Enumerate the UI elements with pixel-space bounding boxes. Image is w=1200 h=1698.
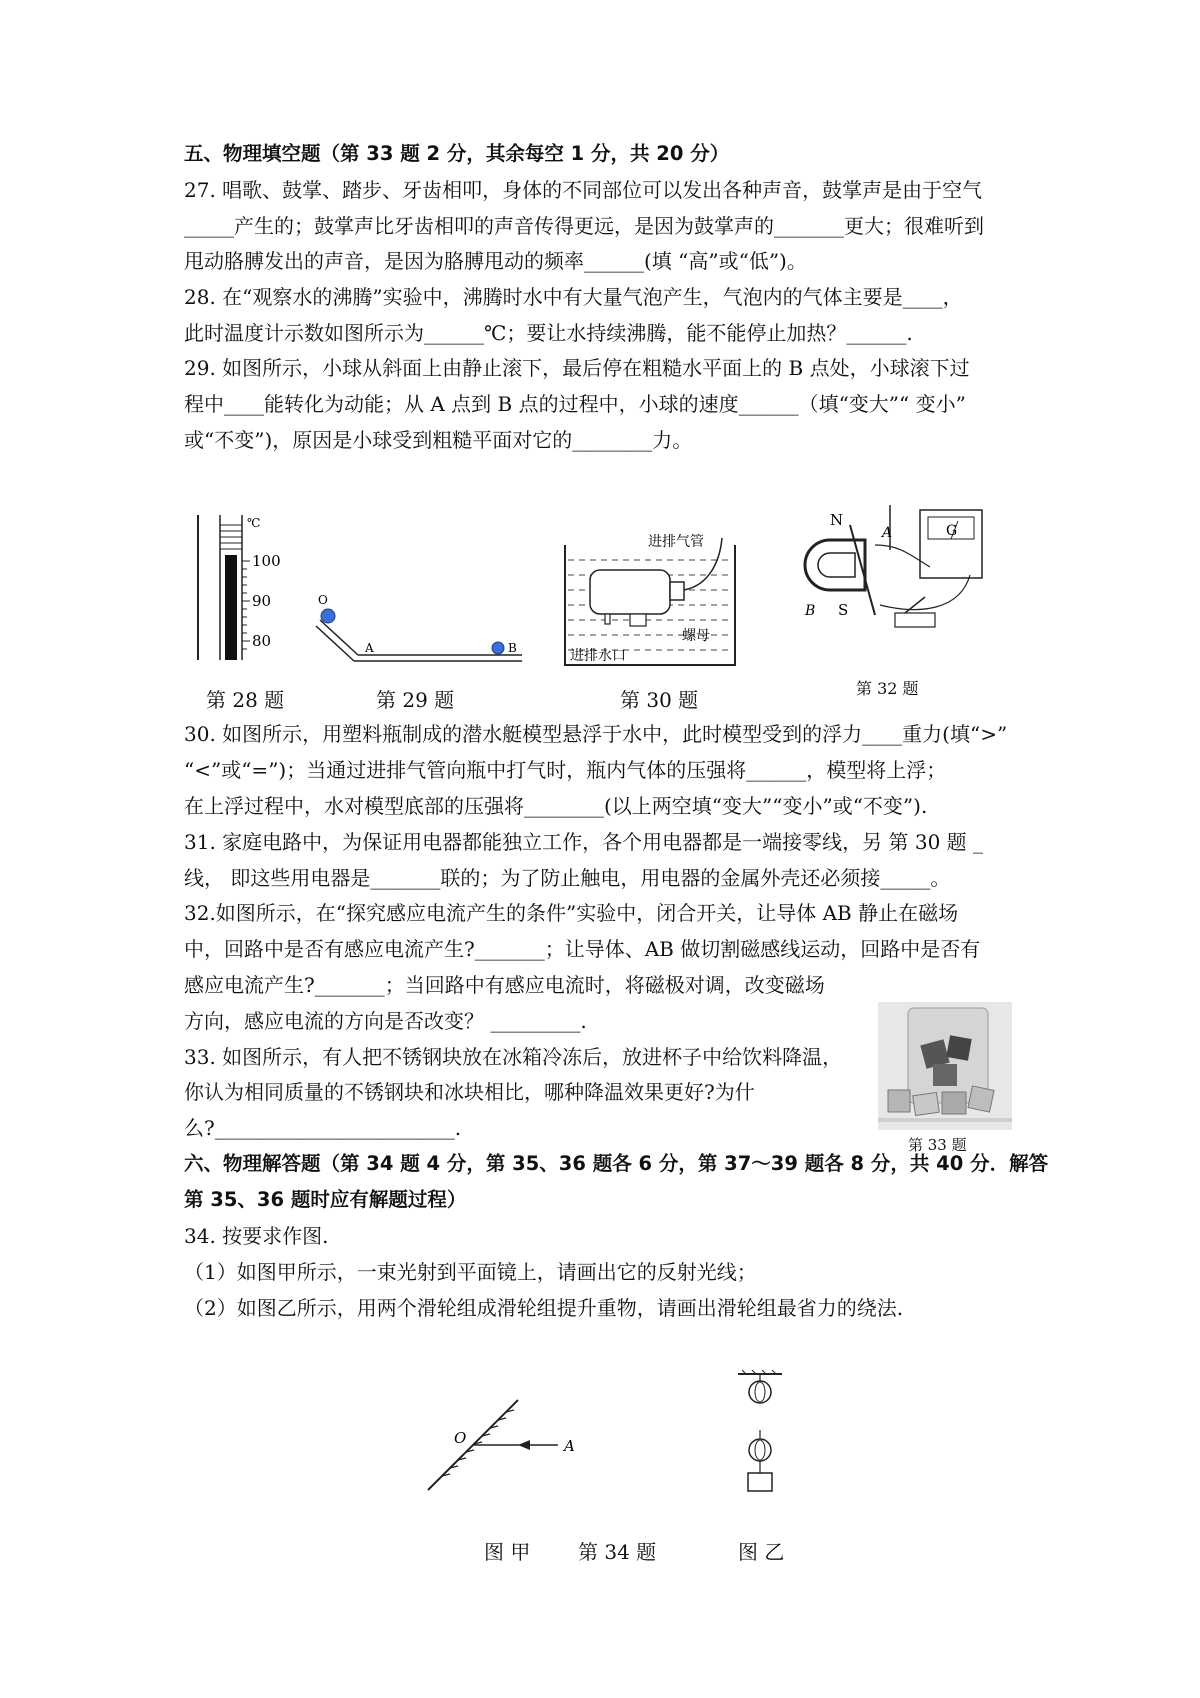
fig33-caption: 第 33 题	[908, 1136, 967, 1154]
q30-line3: 在上浮过程中，水对模型底部的压强将________(以上两空填“变大”“变小”或“不变”).	[184, 794, 928, 818]
fig34-caption-jia: 图 甲	[484, 1540, 531, 1564]
q31-line2: 线， 即这些用电器是_______联的；为了防止触电，用电器的金属外壳还必须接_____。	[184, 866, 951, 890]
q32-line3: 感应电流产生?_______；当回路中有感应电流时，将磁极对调，改变磁场	[184, 973, 825, 997]
q29-line1: 29. 如图所示，小球从斜面上由静止滚下，最后停在粗糙水平面上的 B 点处，小球滚下过	[184, 356, 970, 380]
induction-label-s: S	[838, 601, 849, 619]
fig28-caption: 第 28 题	[206, 688, 285, 712]
mirror-label-a: A	[564, 1437, 575, 1455]
fig34-caption-yi: 图 乙	[738, 1540, 785, 1564]
q30-line1: 30. 如图所示，用塑料瓶制成的潜水艇模型悬浮于水中，此时模型受到的浮力____重力(填“>”	[184, 722, 1008, 746]
q33-line1: 33. 如图所示，有人把不锈钢块放在冰箱冷冻后，放进杯子中给饮料降温，	[184, 1045, 843, 1069]
fig29-caption: 第 29 题	[376, 688, 455, 712]
ball-at-b-icon	[492, 642, 504, 654]
section6-title-line2: 第 35、36 题时应有解题过程）	[184, 1188, 467, 1211]
q34-line2: （1）如图甲所示，一束光射到平面镜上，请画出它的反射光线；	[184, 1260, 757, 1284]
q32-line2: 中，回路中是否有感应电流产生?_______；让导体、AB 做切割磁感线运动，回路中是否有	[184, 937, 981, 961]
submarine-tube-label: 进排气管	[648, 534, 704, 550]
q30-line2: “<”或“=”)；当通过进排气管向瓶中打气时，瓶内气体的压强将______，模型将上浮；	[184, 758, 947, 782]
ball-icon	[321, 609, 335, 623]
thermometer-tick-90: 90	[252, 592, 272, 610]
fig32-caption: 第 32 题	[856, 679, 919, 698]
q33-line2: 你认为相同质量的不锈钢块和冰块相比，哪种降温效果更好?为什	[184, 1080, 755, 1104]
q33-line3: 么?________________________.	[184, 1116, 462, 1140]
induction-label-n: N	[830, 511, 844, 529]
q27-line1: 27. 唱歌、鼓掌、踏步、牙齿相叩，身体的不同部位可以发出各种声音，鼓掌声是由于空气	[184, 178, 983, 202]
movable-pulley-icon	[749, 1439, 771, 1461]
section6-title-line1: 六、物理解答题（第 34 题 4 分，第 35、36 题各 6 分，第 37～39 题各 8 分，共 40 分．解答	[184, 1152, 1049, 1175]
weight-block	[748, 1473, 772, 1491]
section5-title: 五、物理填空题（第 33 题 2 分，其余每空 1 分，共 20 分）	[184, 142, 730, 165]
induction-label-a: A	[882, 525, 893, 541]
fig30-submarine	[560, 530, 740, 670]
fixed-pulley-icon	[749, 1381, 771, 1403]
fig32-induction	[790, 495, 990, 670]
submarine-inlet-label: 进排水口	[570, 648, 626, 664]
q27-line3: 甩动胳膊发出的声音，是因为胳膊甩动的频率______(填 “高”或“低”)。	[184, 249, 807, 273]
q28-line2: 此时温度计示数如图所示为______℃；要让水持续沸腾，能不能停止加热？______.	[184, 321, 913, 345]
incline-label-b: B	[508, 641, 517, 655]
induction-label-b: B	[805, 603, 816, 619]
q34-line3: （2）如图乙所示，用两个滑轮组成滑轮组提升重物，请画出滑轮组最省力的绕法.	[184, 1296, 904, 1320]
thermometer-tick-80: 80	[252, 632, 272, 650]
q32-line1: 32.如图所示，在“探究感应电流产生的条件”实验中，闭合开关，让导体 AB 静止在磁场	[184, 901, 959, 925]
thermometer-unit: ℃	[247, 516, 261, 530]
thermometer-tick-100: 100	[252, 552, 281, 570]
q29-line3: 或“不变”)，原因是小球受到粗糙平面对它的________力。	[184, 428, 693, 452]
mirror-label-o: O	[454, 1429, 467, 1447]
induction-label-g: G	[946, 523, 958, 539]
q27-line2: _____产生的；鼓掌声比牙齿相叩的声音传得更远，是因为鼓掌声的_______更大；很难听到	[184, 214, 984, 238]
fig34-caption-main: 第 34 题	[578, 1540, 657, 1564]
fig28-thermometer	[190, 505, 285, 665]
q32-line4: 方向，感应电流的方向是否改变？ _________.	[184, 1009, 587, 1033]
submarine-nut-label: 螺母	[682, 628, 710, 644]
arrow-left-icon	[518, 1440, 530, 1450]
q29-line2: 程中____能转化为动能；从 A 点到 B 点的过程中，小球的速度______（填“变大”“ 变小”	[184, 392, 966, 416]
fig34-pulleys	[730, 1370, 790, 1515]
fig30-caption: 第 30 题	[620, 688, 699, 712]
fig29-incline	[310, 590, 535, 670]
fig33-steel-cubes-photo	[878, 1002, 1012, 1130]
q28-line1: 28. 在“观察水的沸腾”实验中，沸腾时水中有大量气泡产生，气泡内的气体主要是____，	[184, 285, 963, 309]
q34-line1: 34. 按要求作图.	[184, 1224, 329, 1248]
fig34-mirror	[418, 1395, 598, 1500]
incline-label-a: A	[365, 641, 374, 655]
incline-label-o: O	[318, 593, 328, 607]
q31-line1: 31. 家庭电路中，为保证用电器都能独立工作，各个用电器都是一端接零线，另 第 30 题 _	[184, 830, 984, 854]
